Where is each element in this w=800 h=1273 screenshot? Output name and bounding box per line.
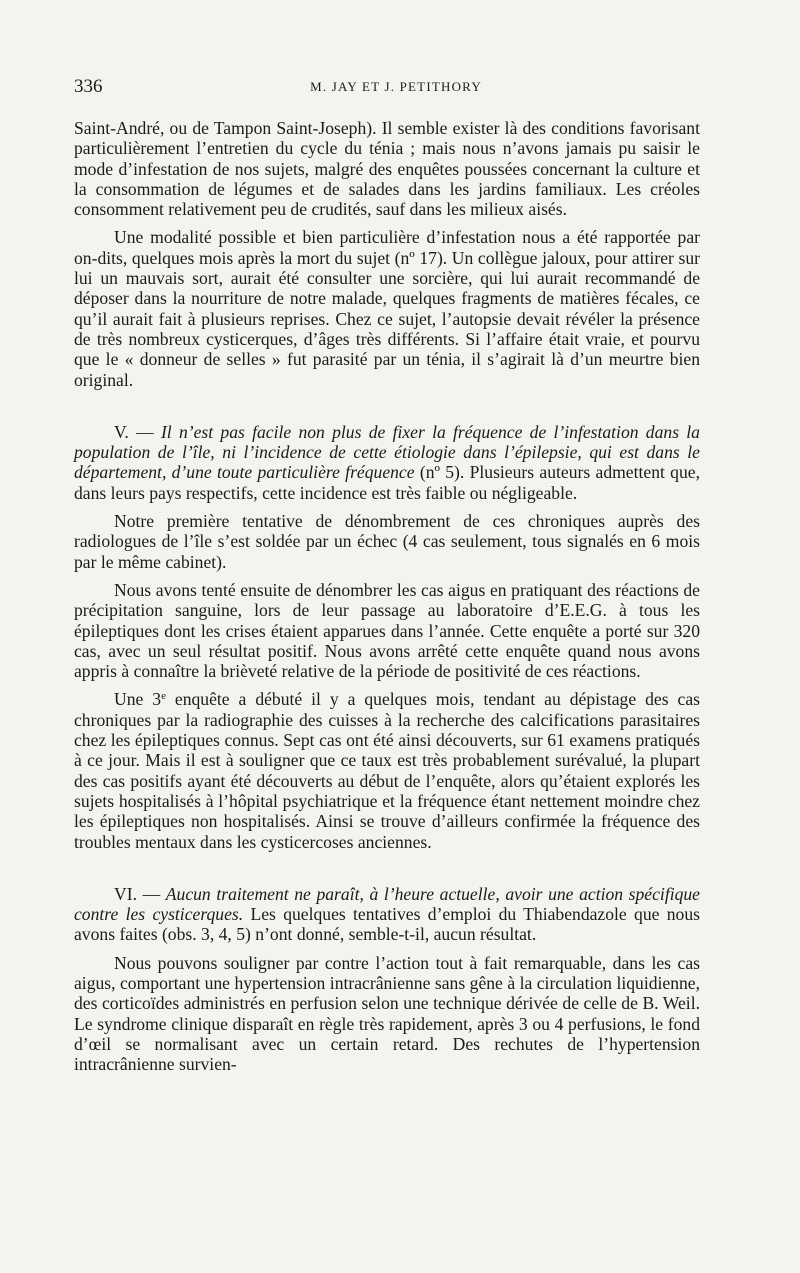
section-heading-italic: Aucun traitement ne paraît, à l’heure actuelle, avoir une action spécifique contre les cysticerques.	[74, 883, 700, 925]
paragraph: Notre première tentative de dénombrement de ces chroniques auprès des radiologues de l’île s’est soldée par un échec (4 cas seulement, tous signalés en 6 mois par le même cabinet).	[74, 511, 700, 572]
superscript: e	[161, 690, 166, 703]
paragraph: Une modalité possible et bien particulière d’infestation nous a été rapportée par on-dits, quelques mois après la mort du sujet (nº 17). Un collègue jaloux, pour attirer sur lui un mauvais sort, aurait été consulter une sorcière, qui lui aurait recommandé de déposer dans la nourriture de notre malade, quelques fragments de matières fécales, ce qu’il aurait fait à plusieurs reprises. Chez ce sujet, l’autopsie devait révéler la présence de très nombreux cysticerques, d’âges très différents. Si l’affaire était vraie, et pourvu que le « donneur de selles » fut parasité par un ténia, il s’agirait là d’un meurtre bien original.	[74, 227, 700, 390]
paragraph-text: Une 3	[114, 689, 162, 710]
paragraph-text: enquête a débuté il y a quelques mois, tendant au dépistage des cas chroniques par la radiographie des cuisses à la recherche des calcifications parasitaires chez les épileptiques connus. Sept cas ont été ainsi découverts, sur 61 examens pratiqués à ce jour. Mais il est à souligner que ce taux est très probablement surévalué, la plupart des cas positifs ayant été découverts au début de l’enquête, alors qu’étaient explorés les sujets hospitalisés à l’hôpital psychiatrique et la fréquence étant nettement moindre chez les épileptiques non hospitalisés. Ainsi se trouve d’ailleurs confirmée la fréquence des troubles mentaux dans les cysticercoses anciennes.	[74, 689, 700, 852]
section-label: V. —	[114, 421, 161, 442]
section-vi-paragraph	[74, 884, 700, 945]
section-heading-italic: Il n’est pas facile non plus de fixer la fréquence de l’infestation dans la population de l’île, ni l’incidence de cette étiologie dans l’épilepsie, qui est dans le département, d’une toute particulière fréquence	[74, 421, 700, 483]
body-text	[74, 118, 700, 1074]
page-header	[74, 76, 718, 100]
paragraph: Saint-André, ou de Tampon Saint-Joseph). Il semble exister là des conditions favorisant particulièrement l’entretien du cycle du ténia ; mais nous n’avons jamais pu saisir le mode d’infestation de nos sujets, malgré des enquêtes poussées concernant la culture et la consommation de légumes et de salades dans les jardins familiaux. Les créoles consomment relativement peu de crudités, sauf dans les milieux aisés.	[74, 118, 700, 220]
paragraph-text: (nº 5). Plusieurs auteurs admettent que, dans leurs pays respectifs, cette incidence est très faible ou négligeable.	[74, 462, 700, 503]
section-label: VI. —	[114, 883, 166, 904]
section-v-paragraph	[74, 422, 700, 503]
paragraph: Nous avons tenté ensuite de dénombrer les cas aigus en pratiquant des réactions de précipitation sanguine, lors de leur passage au laboratoire d’E.E.G. à tous les épileptiques dont les crises étaient apparues dans l’année. Cette enquête a porté sur 320 cas, avec un seul résultat positif. Nous avons arrêté cette enquête quand nous avons appris à connaître la brièveté relative de la période de positivité de ces réactions.	[74, 579, 700, 682]
page-number: 336	[74, 76, 103, 97]
paragraph: Nous pouvons souligner par contre l’action tout à fait remarquable, dans les cas aigus, comportant une hypertension intracrânienne sans gêne à la circulation liquidienne, des corticoïdes administrés en perfusion selon une technique dérivée de celle de B. Weil. Le syndrome clinique disparaît en règle très rapidement, après 3 ou 4 perfusions, le fond d’œil se normalisant avec un certain retard. Des rechutes de l’hypertension intracrânienne survien-	[74, 952, 700, 1075]
paragraph	[74, 689, 700, 851]
paragraph-text: Les quelques tentatives d’emploi du Thiabendazole que nous avons faites (obs. 3, 4, 5) n’ont donné, semble-t-il, aucun résultat.	[74, 904, 700, 945]
running-head: M. JAY ET J. PETITHORY	[310, 79, 482, 94]
